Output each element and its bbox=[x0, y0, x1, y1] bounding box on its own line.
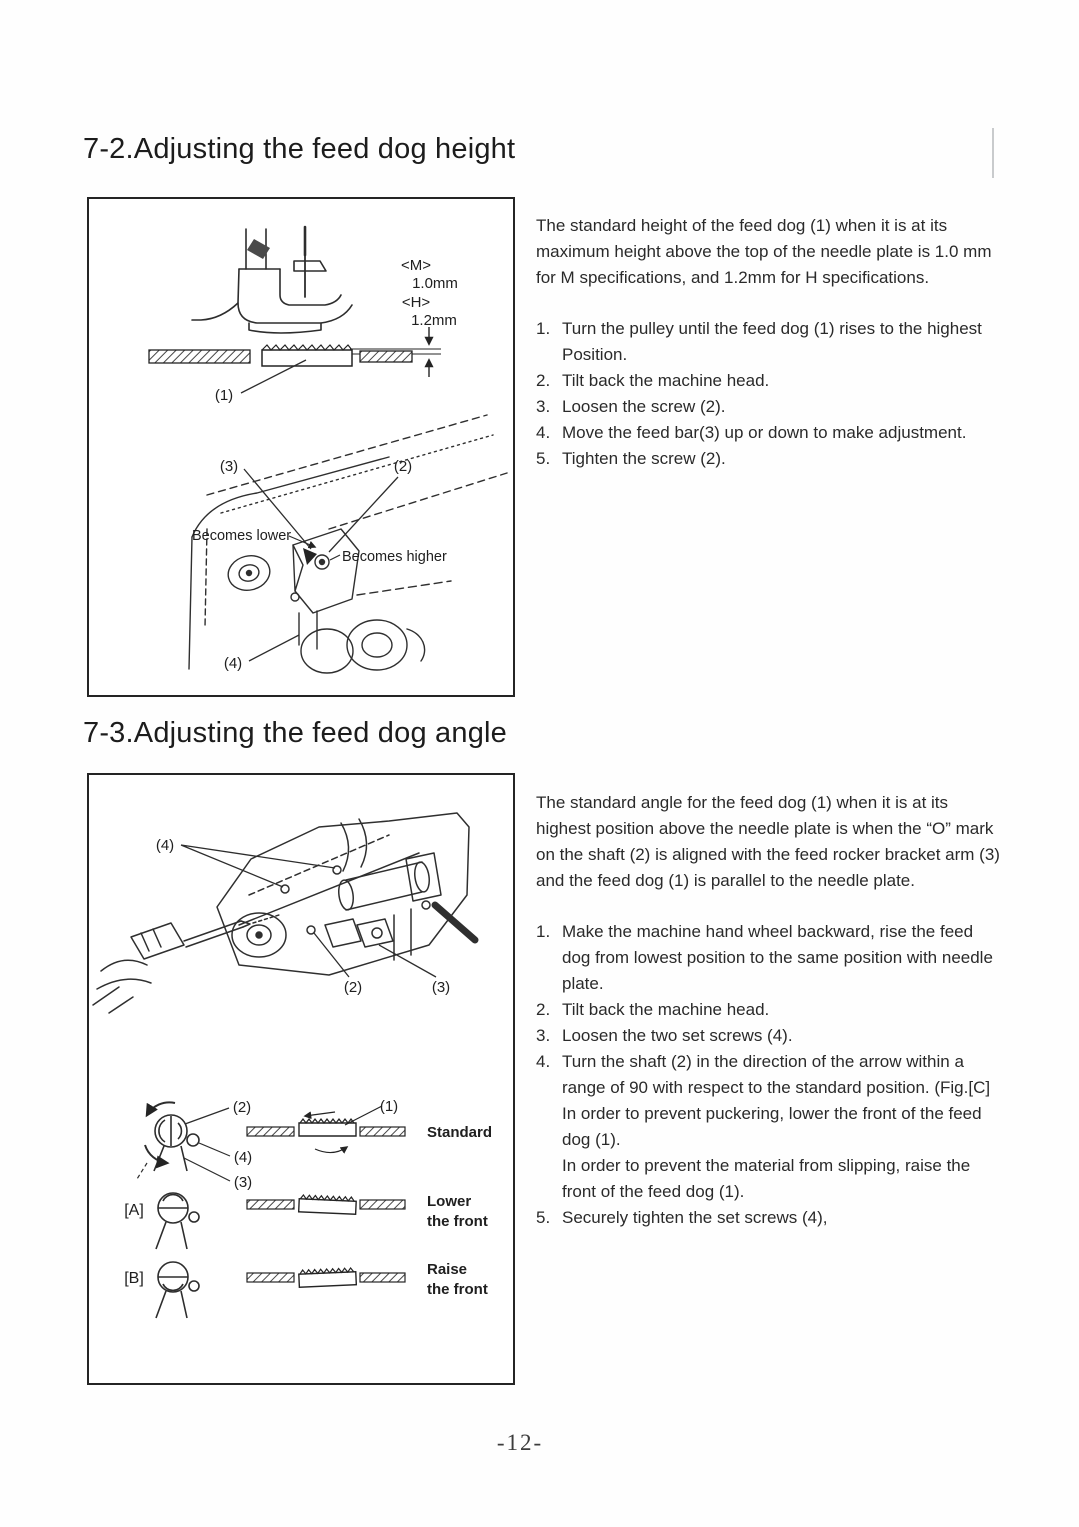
becomes-higher-leader bbox=[330, 555, 340, 560]
step-item bbox=[536, 446, 1002, 472]
figure-feed-dog-angle bbox=[87, 773, 515, 1385]
leader-lines-4 bbox=[181, 845, 335, 887]
lower-front-label-line1: Lower bbox=[427, 1193, 472, 1210]
part-label-2: (2) bbox=[393, 458, 413, 475]
section-7-2-intro: The standard height of the feed dog (1) when it is at its maximum height above the top of the needle plate is 1.0 mm for M specifications, and 1.2mm for H specifications. bbox=[536, 216, 992, 287]
shaft-end-view-standard bbox=[137, 1102, 199, 1179]
part-label-2: (2) bbox=[343, 979, 363, 996]
diag-label-4: (4) bbox=[233, 1149, 253, 1166]
leader-line-2 bbox=[314, 933, 349, 977]
section-7-2-title: 7-2.Adjusting the feed dog height bbox=[83, 133, 516, 165]
feed-bar-sketch bbox=[189, 415, 507, 673]
diag-label-3: (3) bbox=[233, 1174, 253, 1191]
shaft-end-view-a bbox=[156, 1193, 199, 1249]
needle-plate-sketch bbox=[149, 345, 441, 366]
becomes-higher-label: Becomes higher bbox=[342, 549, 447, 565]
diag-leader-4 bbox=[199, 1143, 230, 1156]
step-number: 2. bbox=[536, 371, 551, 390]
spec-h-label: <H> bbox=[401, 294, 431, 311]
spec-h-value: 1.2mm bbox=[411, 312, 457, 329]
becomes-lower-label: Becomes lower bbox=[192, 528, 292, 544]
section-7-3-steps bbox=[536, 919, 1002, 1231]
step-text: Tighten the screw (2). bbox=[562, 449, 726, 468]
step-item bbox=[536, 1023, 1002, 1049]
part-label-4: (4) bbox=[155, 837, 175, 854]
step-text: Move the feed bar(3) up or down to make adjustment. bbox=[562, 423, 967, 442]
lower-front-label-line2: the front bbox=[427, 1213, 488, 1230]
spec-m-value: 1.0mm bbox=[412, 275, 458, 292]
step-text: Securely tighten the set screws (4), bbox=[562, 1208, 828, 1227]
step-number: 4. bbox=[536, 1052, 551, 1071]
row-a-label: [A] bbox=[124, 1202, 144, 1219]
step-text: Position. bbox=[562, 345, 628, 364]
step-item bbox=[536, 1049, 1002, 1205]
scan-artifact-line bbox=[992, 128, 994, 178]
presser-foot-sketch bbox=[192, 227, 352, 333]
raise-front-label-line2: the front bbox=[427, 1281, 488, 1298]
feed-dog-height-drawing bbox=[89, 199, 513, 695]
step-text: In order to prevent puckering, lower the front of the feed dog (1). bbox=[562, 1104, 982, 1149]
step-number: 4. bbox=[536, 423, 551, 442]
part-label-4: (4) bbox=[223, 655, 243, 672]
step-item bbox=[536, 919, 1002, 997]
section-7-2-text bbox=[536, 213, 1002, 472]
part-label-1: (1) bbox=[214, 387, 234, 404]
feed-dog-lower-front bbox=[247, 1195, 405, 1214]
standard-label: Standard bbox=[427, 1124, 493, 1141]
step-text: Turn the shaft (2) in the direction of the arrow within a range of 90 with respect to the standard position. (Fig.[C] bbox=[562, 1052, 991, 1097]
step-text: Loosen the two set screws (4). bbox=[562, 1026, 793, 1045]
spec-m-label: <M> bbox=[400, 257, 432, 274]
raise-front-label-line1: Raise bbox=[427, 1261, 468, 1278]
step-text: Loosen the screw (2). bbox=[562, 397, 726, 416]
step-item bbox=[536, 1205, 1002, 1231]
diag-leader-3 bbox=[184, 1158, 230, 1181]
shaft-end-view-b bbox=[156, 1262, 199, 1318]
step-item bbox=[536, 394, 1002, 420]
step-text: In order to prevent the material from slipping, raise the front of the feed dog (1). bbox=[562, 1156, 971, 1201]
step-item bbox=[536, 997, 1002, 1023]
feed-dog-raise-front bbox=[247, 1268, 405, 1287]
figure-feed-dog-height bbox=[87, 197, 515, 697]
step-number: 3. bbox=[536, 397, 551, 416]
diag-leader-2 bbox=[185, 1108, 229, 1124]
section-7-3-intro: The standard angle for the feed dog (1) when it is at its highest position above the needle plate is when the “O” mark on the shaft (2) is aligned with the feed rocker bracket arm (3) and the feed dog (1) is parallel to the needle plate. bbox=[536, 793, 1000, 890]
diag-label-1: (1) bbox=[379, 1098, 399, 1115]
step-number: 5. bbox=[536, 449, 551, 468]
part-label-3: (3) bbox=[219, 458, 239, 475]
shaft-assembly-sketch bbox=[93, 813, 475, 1013]
section-7-3-text bbox=[536, 790, 1002, 1231]
step-text: Tilt back the machine head. bbox=[562, 371, 770, 390]
section-7-3-title: 7-3.Adjusting the feed dog angle bbox=[83, 717, 507, 749]
section-7-2-steps bbox=[536, 316, 1002, 472]
step-number: 1. bbox=[536, 922, 551, 941]
leader-line-2 bbox=[329, 477, 398, 552]
feed-dog-angle-drawing bbox=[89, 775, 513, 1383]
step-number: 2. bbox=[536, 1000, 551, 1019]
leader-line-3 bbox=[379, 945, 436, 977]
step-number: 3. bbox=[536, 1026, 551, 1045]
row-b-label: [B] bbox=[124, 1270, 144, 1287]
step-number: 1. bbox=[536, 319, 551, 338]
step-text: Make the machine hand wheel backward, rise the feed dog from lowest position to the same position with needle plate. bbox=[562, 922, 993, 993]
leader-line-4 bbox=[249, 635, 299, 661]
step-item bbox=[536, 368, 1002, 394]
step-item bbox=[536, 420, 1002, 446]
step-text: Turn the pulley until the feed dog (1) rises to the highest bbox=[562, 319, 982, 338]
part-label-3: (3) bbox=[431, 979, 451, 996]
step-number: 5. bbox=[536, 1208, 551, 1227]
step-item bbox=[536, 316, 1002, 368]
diag-label-2: (2) bbox=[232, 1099, 252, 1116]
step-text: Tilt back the machine head. bbox=[562, 1000, 770, 1019]
page-number: -12- bbox=[496, 1430, 544, 1455]
